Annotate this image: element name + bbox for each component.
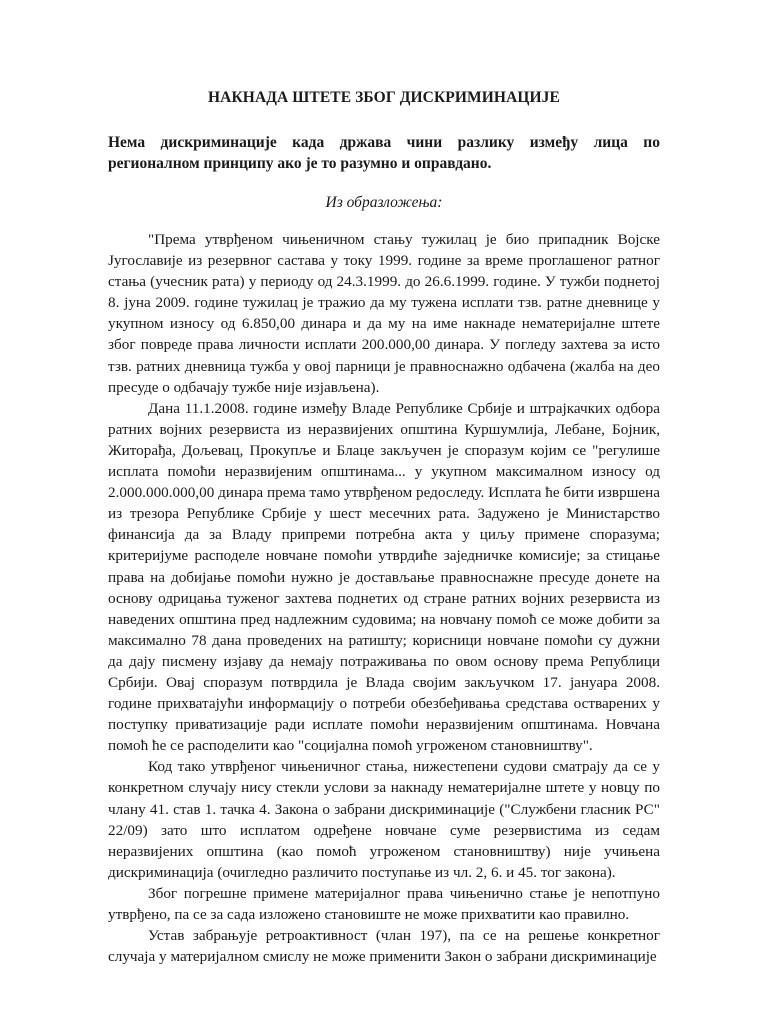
document-subtitle: Нема дискриминације када држава чини разлику између лица по регионалном принципу ако је то разумно и оправдано.	[108, 134, 660, 172]
paragraph-5: Устав забрањује ретроактивност (члан 197), па се на решење конкретног случаја у материјалном смислу не може применити Закон о забрани дискриминације	[108, 927, 660, 966]
document-page	[108, 88, 660, 967]
document-title: НАКНАДА ШТЕТЕ ЗБОГ ДИСКРИМИНАЦИЈЕ	[208, 89, 560, 106]
paragraph-4: Због погрешне примене материјалног права чињенично стање је непотпуно утврђено, па се за сада изложено становиште не може прихватити као правилно.	[108, 884, 660, 923]
paragraph-1: "Према утврђеном чињеничном стању тужилац је био припадник Војске Југославије из резервног састава у току 1999. године за време проглашеног ратног стања (учесник рата) у периоду од 24.3.1999. до 26.6.1999. године. У тужби поднетој 8. јуна 2009. године тужилац је тражио да му тужена исплати тзв. ратне дневнице у укупном износу од 6.850,00 динара и да му на име накнаде нематеријалне штете због повреде права личности исплати 200.000,00 динара. У погледу захтева за исто тзв. ратних дневница тужба у овој парници је правноснажно одбачена (жалба на део пресуде о одбачају тужбе није изјављена).	[108, 231, 660, 396]
paragraph-2: Дана 11.1.2008. године између Владе Републике Србије и штрајкачких одбора ратних војних резервиста из неразвијених општина Куршумлија, Лебане, Бојник, Житорађа, Дољевац, Прокупље и Блаце закључен је споразум којим се "регулише исплата помоћи неразвијеним општинама... у укупном максималном износу од 2.000.000.000,00 динара према тамо утврђеном редоследу. Исплата ће бити извршена из трезора Републике Србије у шест месечних рата. Задужено је Министарство финансија да за Владу припреми потребна акта у циљу примене споразума; критеријуме расподеле новчане помоћи утврдиће заједничке комисије; за стицање права на добијање помоћи нужно је достављање правноснажне пресуде донете на основу одрицања туженог захтева поднетих од стране ратних војних резервиста из наведених општина пред надлежним судовима; на новчану помоћ се може добити за максимално 78 дана проведених на ратишту; корисници новчане помоћи су дужни да дају писмену изјаву да немају потраживања по овом основу према Републици Србији. Овај споразум потврдила је Влада својим закључком 17. јануара 2008. године прихватајући информацију о потреби обезбеђивања средстава остварених у поступку приватизације ради исплате помоћи неразвијеним општинама. Новчана помоћ ће се расподелити као "социјална помоћ угроженом становништву".	[108, 399, 660, 755]
paragraph-3: Код тако утврђеног чињеничног стања, нижестепени судови сматрају да се у конкретном случају нису стекли услови за накнаду нематеријалне штете у новцу по члану 41. став 1. тачка 4. Закона о забрани дискриминације ("Службени гласник РС" 22/09) зато што исплатом одређене новчане суме резервистима из седам неразвијених општина (као помоћ угроженом становништву) није учињена дискриминација (очигледно различито поступање из чл. 2, 6. и 45. тог закона).	[108, 758, 660, 881]
section-heading: Из образложења:	[325, 194, 443, 211]
